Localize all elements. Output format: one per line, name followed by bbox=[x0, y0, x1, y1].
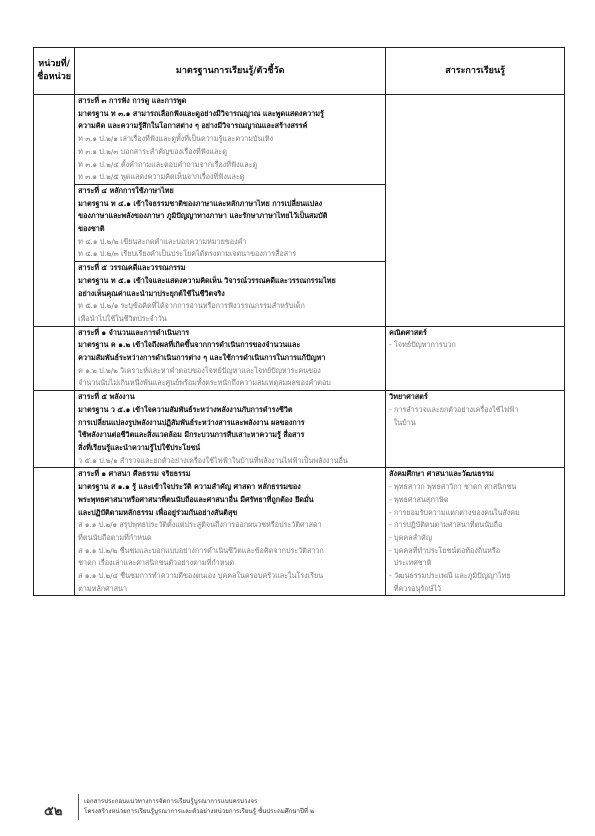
standard-line: และปฏิบัติตามหลักธรรม เพื่ออยู่ร่วมกันอย่างสันติสุข bbox=[78, 507, 238, 517]
standard-line: มาตรฐาน ท ๓.๑ สามารถเลือกฟังและดูอย่างมีวิจารณญาณ และพูดแสดงความรู้ bbox=[78, 108, 324, 118]
indicator-line: ท ๓.๑ ป.๒/๑ เล่าเรื่องที่ฟังและดูทั้งที่เป็นความรู้และความบันเทิง bbox=[78, 134, 274, 144]
standards-cell bbox=[75, 95, 386, 185]
indicator-line: ท ๕.๑ ป.๒/๑ ระบุข้อคิดที่ได้จากการอ่านหรือการฟังวรรณกรรมสำหรับเด็ก bbox=[78, 301, 305, 311]
standards-cell bbox=[75, 391, 386, 468]
unit-cell bbox=[34, 326, 75, 391]
standard-line: อย่างเห็นคุณค่าและนำมาประยุกต์ใช้ในชีวิตจริง bbox=[78, 288, 225, 298]
indicator-line: ว ๕.๑ ป.๒/๑ สำรวจและยกตัวอย่างเครื่องใช้ไฟฟ้าในบ้านที่พลังงานไฟฟ้าเป็นพลังงานอื่น bbox=[78, 455, 348, 465]
indicator-line: ท ๓.๑ ป.๒/๔ ตั้งคำถามและตอบคำถามจากเรื่องที่ฟังและดู bbox=[78, 159, 258, 169]
standard-line: สิ่งที่เรียนรู้และนำความรู้ไปใช้ประโยชน์ bbox=[78, 442, 201, 452]
unit-cell bbox=[34, 391, 75, 468]
content-item: - พุทธสาวก พุทธสาวิกา ชาดก ศาสนิกชน bbox=[389, 482, 517, 492]
content-item: - การปฏิบัติตนตามศาสนาที่ตนนับถือ bbox=[389, 520, 503, 530]
indicator-line: เพื่อนำไปใช้ในชีวิตประจำวัน bbox=[78, 313, 167, 323]
content-subject: สังคมศึกษา ศาสนาและวัฒนธรรม bbox=[389, 469, 494, 479]
page-footer bbox=[44, 792, 564, 822]
footer-line-2: โครงสร้างหน่วยการเรียนรู้บูรณาการและตัวอย่างหน่วยการเรียนรู้ ชั้นประถมศึกษาปีที่ ๒ bbox=[84, 808, 315, 815]
indicator-line: ที่ตนนับถือตามที่กำหนด bbox=[78, 532, 152, 542]
standard-line: มาตรฐาน ว ๕.๑ เข้าใจความสัมพันธ์ระหว่างพลังงานกับการดำรงชีวิต bbox=[78, 404, 293, 414]
table-body bbox=[34, 95, 565, 596]
content-cell bbox=[386, 95, 565, 327]
strand-title: สาระที่ ๑ ศาสนา ศีลธรรม จริยธรรม bbox=[78, 469, 191, 479]
content-item: - การสำรวจและยกตัวอย่างเครื่องใช้ไฟฟ้า bbox=[389, 404, 519, 414]
standard-line: ของภาษาและพลังของภาษา ภูมิปัญญาทางภาษา และรักษาภาษาไทยไว้เป็นสมบัติ bbox=[78, 211, 328, 221]
standard-line: ของชาติ bbox=[78, 224, 105, 234]
footer-line-1: เอกสารประกอบแนวทางการจัดการเรียนรู้บูรณาการแบบครบวงจร bbox=[84, 798, 258, 805]
standard-line: ความสัมพันธ์ระหว่างการดำเนินการต่าง ๆ และใช้การดำเนินการในการแก้ปัญหา bbox=[78, 353, 326, 363]
strand-title: สาระที่ ๔ หลักการใช้ภาษาไทย bbox=[78, 185, 174, 195]
table-row bbox=[34, 326, 565, 391]
standards-cell bbox=[75, 184, 386, 261]
standard-line: การเปลี่ยนแปลงรูปพลังงานปฏิสัมพันธ์ระหว่างสารและพลังงาน ผลของการ bbox=[78, 417, 305, 427]
content-item: - วัฒนธรรมประเพณี และภูมิปัญญาไทย bbox=[389, 571, 511, 581]
indicator-line: ค ๑.๒ ป.๒/๒ วิเคราะห์และหาคำตอบของโจทย์ปัญหาและโจทย์ปัญหาระคนของ bbox=[78, 365, 321, 375]
table-header-row bbox=[34, 48, 565, 95]
header-unit-line2: ชื่อหน่วย bbox=[37, 72, 72, 82]
standard-line: มาตรฐาน ท ๔.๑ เข้าใจธรรมชาติของภาษาและหลักภาษาไทย การเปลี่ยนแปลง bbox=[78, 198, 323, 208]
indicator-line: ท ๔.๑ ป.๒/๒ เขียนสะกดคำและบอกความหมายของคำ bbox=[78, 236, 247, 246]
indicator-line: ตามหลักศาสนา bbox=[78, 583, 128, 593]
standard-line: ใช้พลังงานต่อชีวิตและสิ่งแวดล้อม มีกระบวนการสืบเสาะหาความรู้ สื่อสาร bbox=[78, 430, 305, 440]
indicator-line: จำนวนนับไม่เกินหนึ่งพันและศูนย์พร้อมทั้งตระหนักถึงความสมเหตุสมผลของคำตอบ bbox=[78, 378, 331, 388]
table-row bbox=[34, 391, 565, 468]
indicator-line: ส ๑.๑ ป.๒/๑ สรุปพุทธประวัติตั้งแต่ประสูติจนถึงการออกผนวชหรือประวัติศาสดา bbox=[78, 520, 322, 530]
content-cell bbox=[386, 326, 565, 391]
table-row bbox=[34, 468, 565, 596]
indicator-line: ส ๑.๑ ป.๒/๔ ชื่นชมการทำความดีของตนเอง บุคคลในครอบครัวและในโรงเรียน bbox=[78, 571, 324, 581]
indicator-line: ชาดก เรื่องเล่าและศาสนิกชนตัวอย่างตามที่กำหนด bbox=[78, 558, 235, 568]
standard-line: มาตรฐาน ท ๕.๑ เข้าใจและแสดงความคิดเห็น วิจารณ์วรรณคดีและวรรณกรรมไทย bbox=[78, 275, 336, 285]
content-item: - บุคคลสำคัญ bbox=[389, 532, 432, 542]
content-item: - พุทธศาสนสุภาษิต bbox=[389, 494, 449, 504]
header-content: สาระการเรียนรู้ bbox=[386, 48, 565, 95]
standard-line: มาตรฐาน ส ๑.๑ รู้ และเข้าใจประวัติ ความสำคัญ ศาสดา หลักธรรมของ bbox=[78, 482, 301, 492]
content-item: - การยอมรับความแตกต่างของคนในสังคม bbox=[389, 507, 520, 517]
indicator-line: ท ๔.๑ ป.๒/๓ เรียบเรียงคำเป็นประโยคได้ตรงตามเจตนาของการสื่อสาร bbox=[78, 249, 297, 259]
content-item: ประเทศชาติ bbox=[389, 558, 432, 568]
strand-title: สาระที่ ๕ พลังงาน bbox=[78, 392, 135, 402]
content-subject: วิทยาศาสตร์ bbox=[389, 392, 428, 402]
header-unit bbox=[34, 48, 75, 95]
indicator-line: ท ๓.๑ ป.๒/๕ พูดแสดงความคิดเห็นจากเรื่องที่ฟังและดู bbox=[78, 172, 245, 182]
strand-title: สาระที่ ๕ วรรณคดีและวรรณกรรม bbox=[78, 263, 186, 273]
content-item: - บุคคลที่ทำประโยชน์ต่อท้องถิ่นหรือ bbox=[389, 545, 501, 555]
unit-cell bbox=[34, 468, 75, 596]
standards-cell bbox=[75, 326, 386, 391]
strand-title: สาระที่ ๑ จำนวนและการดำเนินการ bbox=[78, 327, 190, 337]
standards-cell bbox=[75, 468, 386, 596]
content-item: ที่ควรอนุรักษ์ไว้ bbox=[389, 583, 442, 593]
content-cell bbox=[386, 468, 565, 596]
footer-divider bbox=[78, 794, 79, 820]
unit-cell bbox=[34, 95, 75, 327]
standard-line: พระพุทธศาสนาหรือศาสนาที่ตนนับถือและศาสนาอื่น มีศรัทธาที่ถูกต้อง ยึดมั่น bbox=[78, 494, 314, 504]
header-standards: มาตรฐานการเรียนรู้/ตัวชี้วัด bbox=[75, 48, 386, 95]
curriculum-table bbox=[33, 47, 565, 596]
indicator-line: ท ๓.๑ ป.๒/๓ บอกสาระสำคัญของเรื่องที่ฟังและดู bbox=[78, 146, 227, 156]
content-subject: คณิตศาสตร์ bbox=[389, 327, 427, 337]
standard-line: ความคิด และความรู้สึกในโอกาสต่าง ๆ อย่างมีวิจารณญาณและสร้างสรรค์ bbox=[78, 121, 308, 131]
table-row bbox=[34, 95, 565, 185]
header-unit-line1: หน่วยที่/ bbox=[38, 59, 70, 69]
content-cell bbox=[386, 391, 565, 468]
page-number: ๕๒ bbox=[44, 804, 63, 819]
content-item: - โจทย์ปัญหาการบวก bbox=[389, 340, 456, 350]
indicator-line: ส ๑.๑ ป.๒/๒ ชื่นชมและบอกแบบอย่างการดำเนินชีวิตและข้อคิดจากประวัติสาวก bbox=[78, 545, 324, 555]
strand-title: สาระที่ ๓ การฟัง การดู และการพูด bbox=[78, 96, 187, 105]
standard-line: มาตรฐาน ค ๑.๒ เข้าใจถึงผลที่เกิดขึ้นจากการดำเนินการของจำนวนและ bbox=[78, 340, 301, 350]
content-item: ในบ้าน bbox=[389, 417, 416, 427]
standards-cell bbox=[75, 262, 386, 327]
